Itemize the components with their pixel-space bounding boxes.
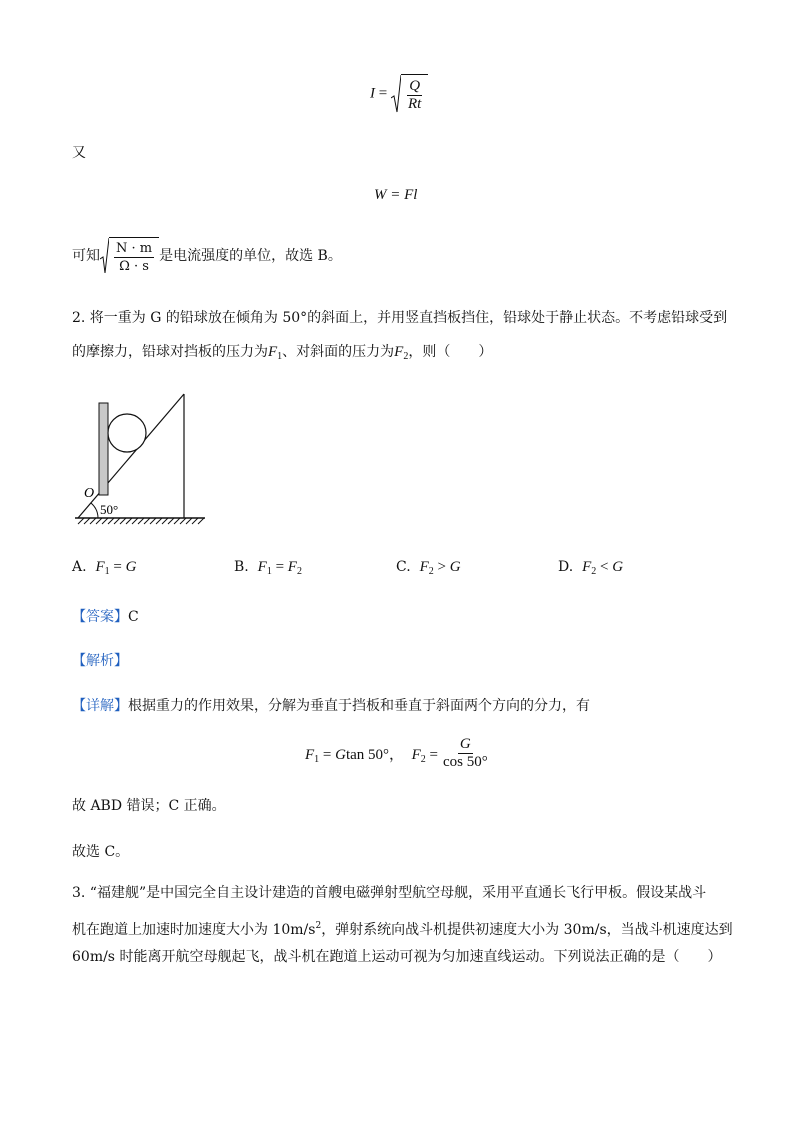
equation-work: W = Fl [374, 187, 418, 203]
unit-sqrt [100, 237, 159, 275]
lead-ball [108, 414, 146, 452]
force-formula: $F_1 = Gtan$ 50°， $F_2$ = $\frac{G}{\cos 50^\circ}$ [305, 736, 488, 770]
connector-you: 又 [72, 145, 86, 161]
eq1-denominator: Rt [407, 96, 422, 112]
incline-figure [70, 390, 210, 525]
eq1-lhs: I [370, 85, 375, 102]
sqrt-expression [391, 74, 428, 114]
detail-tag: 【详解】 [72, 698, 128, 714]
label-angle: 50° [100, 502, 119, 517]
q2-stem-line1: 2. 将一重为 G 的铅球放在倾角为 50°的斜面上，并用竖直挡板挡住，铅球处于静止状态。不考虑铅球受到 [72, 310, 728, 326]
q3-line2: 机在跑道上加速时加速度大小为 $10m/s^2$，弹射系统向战斗机提供初速度大小为 30m/s，当战斗机速度达到 [72, 921, 733, 938]
ground-hatching [78, 518, 204, 524]
answer-value: C [128, 609, 139, 625]
conclusion-choose: 故选 C。 [72, 844, 130, 860]
q3-line3: 60m/s 时能离开航空母舰起飞，战斗机在跑道上运动可视为匀加速直线运动。下列说法正确的是（ ） [72, 949, 722, 965]
detail-line [72, 696, 590, 716]
conclusion-line [72, 237, 342, 275]
conclusion-suffix: 是电流强度的单位，故选 B。 [159, 248, 342, 264]
answer-line [72, 607, 139, 627]
radical-sign-icon [391, 74, 401, 114]
formula-f2-numerator: G [459, 736, 471, 752]
q2-stem-line2: 的摩擦力，铅球对挡板的压力为$F_1$、对斜面的压力为$F_2$，则（ ） [72, 344, 493, 362]
analysis-tag: 【解析】 [72, 653, 128, 669]
option-c[interactable]: C. $F_2 > G$ [396, 559, 461, 577]
detail-text: 根据重力的作用效果，分解为垂直于挡板和垂直于斜面两个方向的分力，有 [128, 698, 590, 714]
unit-denominator: Ω · s [119, 259, 149, 274]
option-d[interactable]: D. $F_2 < G$ [558, 559, 624, 577]
vertical-baffle [99, 403, 108, 495]
radical-sign-icon [100, 237, 109, 275]
label-o: O [84, 486, 95, 501]
conclusion-wrong: 故 ABD 错误；C 正确。 [72, 798, 226, 814]
answer-tag: 【答案】 [72, 609, 128, 625]
option-b[interactable]: B. $F_1 = F_2$ [234, 559, 302, 577]
formula-f2-denominator: cos 50° [442, 754, 488, 770]
q3-line1: 3. “福建舰”是中国完全自主设计建造的首艘电磁弹射型航空母舰，采用平直通长飞行甲板。假设某战斗 [72, 885, 707, 901]
conclusion-prefix: 可知 [72, 248, 100, 264]
option-a[interactable]: A. $F_1 = G$ [72, 559, 137, 577]
eq1-numerator: Q [409, 78, 421, 94]
angle-arc [91, 503, 98, 518]
equation-current: I = $\frac{Q}{Rt}$ [370, 74, 428, 114]
unit-numerator: N · m [116, 241, 153, 256]
